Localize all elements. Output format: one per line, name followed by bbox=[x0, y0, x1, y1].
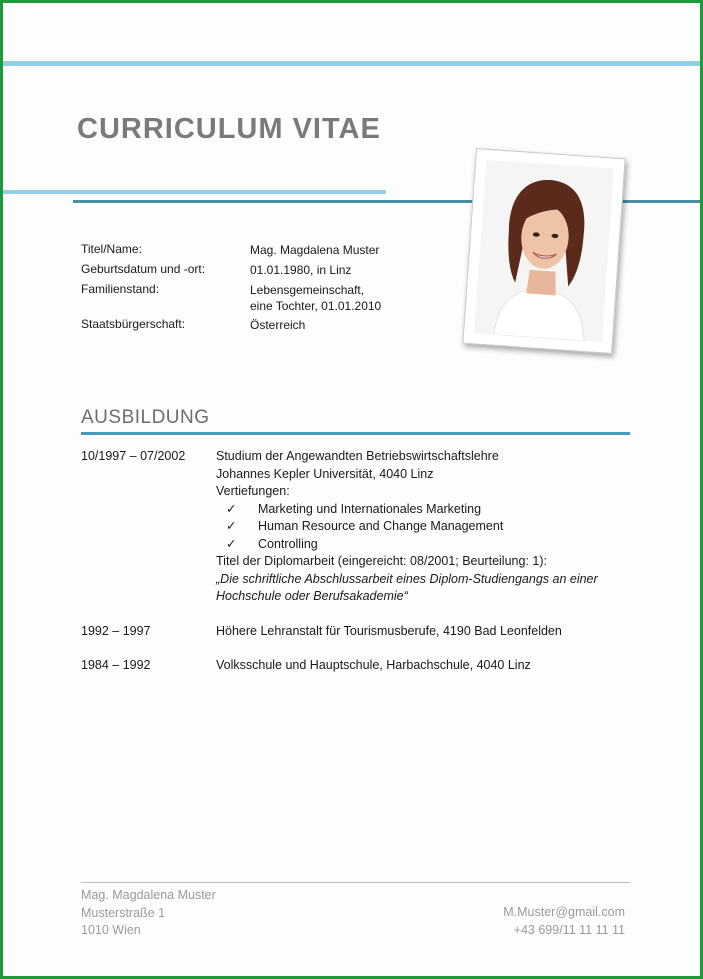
personal-value: Österreich bbox=[250, 318, 306, 332]
footer-city: 1010 Wien bbox=[81, 923, 141, 937]
section-title-education: AUSBILDUNG bbox=[81, 407, 210, 428]
list-item: ✓ Human Resource and Change Management bbox=[216, 518, 598, 536]
portrait-photo bbox=[462, 148, 625, 354]
thesis-label: Titel der Diplomarbeit (eingereicht: 08/2001; Beurteilung: 1): bbox=[216, 554, 547, 568]
education-entry bbox=[81, 448, 598, 606]
section-divider bbox=[81, 432, 630, 435]
education-line: Johannes Kepler Universität, 4040 Linz bbox=[216, 466, 434, 481]
personal-label: Geburtsdatum und -ort: bbox=[81, 262, 206, 276]
education-entry bbox=[81, 657, 598, 675]
portrait-icon bbox=[474, 160, 614, 343]
personal-value: Mag. Magdalena Muster bbox=[250, 243, 380, 257]
page-title: CURRICULUM VITAE bbox=[77, 113, 381, 145]
personal-value-line: eine Tochter, 01.01.2010 bbox=[250, 299, 382, 313]
education-list bbox=[81, 448, 598, 675]
education-line: Studium der Angewandten Betriebswirtschaftslehre bbox=[216, 449, 499, 463]
education-date: 10/1997 – 07/2002 bbox=[81, 449, 186, 463]
footer-phone: +43 699/11 11 11 11 bbox=[513, 922, 625, 937]
top-divider bbox=[3, 61, 700, 66]
footer-contact bbox=[503, 904, 625, 939]
footer-address bbox=[81, 887, 216, 940]
personal-value-line: Lebensgemeinschaft, bbox=[250, 283, 365, 297]
footer-street: Musterstraße 1 bbox=[81, 905, 166, 920]
personal-label: Staatsbürgerschaft: bbox=[81, 317, 186, 331]
education-date: 1984 – 1992 bbox=[81, 658, 151, 672]
education-entry bbox=[81, 623, 598, 641]
list-item: ✓ Controlling bbox=[216, 536, 598, 554]
education-details bbox=[216, 448, 598, 606]
personal-label: Titel/Name: bbox=[81, 242, 142, 256]
title-divider-light bbox=[3, 190, 386, 194]
check-icon: ✓ bbox=[226, 536, 237, 551]
education-details: Volksschule und Hauptschule, Harbachschule, 4040 Linz bbox=[216, 658, 531, 672]
education-details: Höhere Lehranstalt für Tourismusberufe, 4190 Bad Leonfelden bbox=[216, 623, 562, 638]
portrait-image bbox=[474, 160, 614, 343]
thesis-title: „Die schriftliche Abschlussarbeit eines Diplom-Studiengangs an einer bbox=[216, 571, 598, 586]
check-icon: ✓ bbox=[226, 501, 237, 516]
personal-label: Familienstand: bbox=[81, 282, 160, 296]
footer-divider bbox=[81, 882, 630, 883]
personal-value bbox=[250, 282, 381, 314]
check-icon: ✓ bbox=[226, 519, 237, 533]
specialization-list bbox=[216, 501, 598, 554]
list-item: ✓ Marketing und Internationales Marketing bbox=[216, 501, 598, 519]
education-line: Vertiefungen: bbox=[216, 484, 290, 498]
thesis-title: Hochschule oder Berufsakademie“ bbox=[216, 589, 408, 603]
footer-email[interactable]: M.Muster@gmail.com bbox=[503, 905, 625, 919]
footer-name: Mag. Magdalena Muster bbox=[81, 888, 216, 902]
personal-value: 01.01.1980, in Linz bbox=[250, 263, 352, 277]
education-date: 1992 – 1997 bbox=[81, 623, 151, 638]
